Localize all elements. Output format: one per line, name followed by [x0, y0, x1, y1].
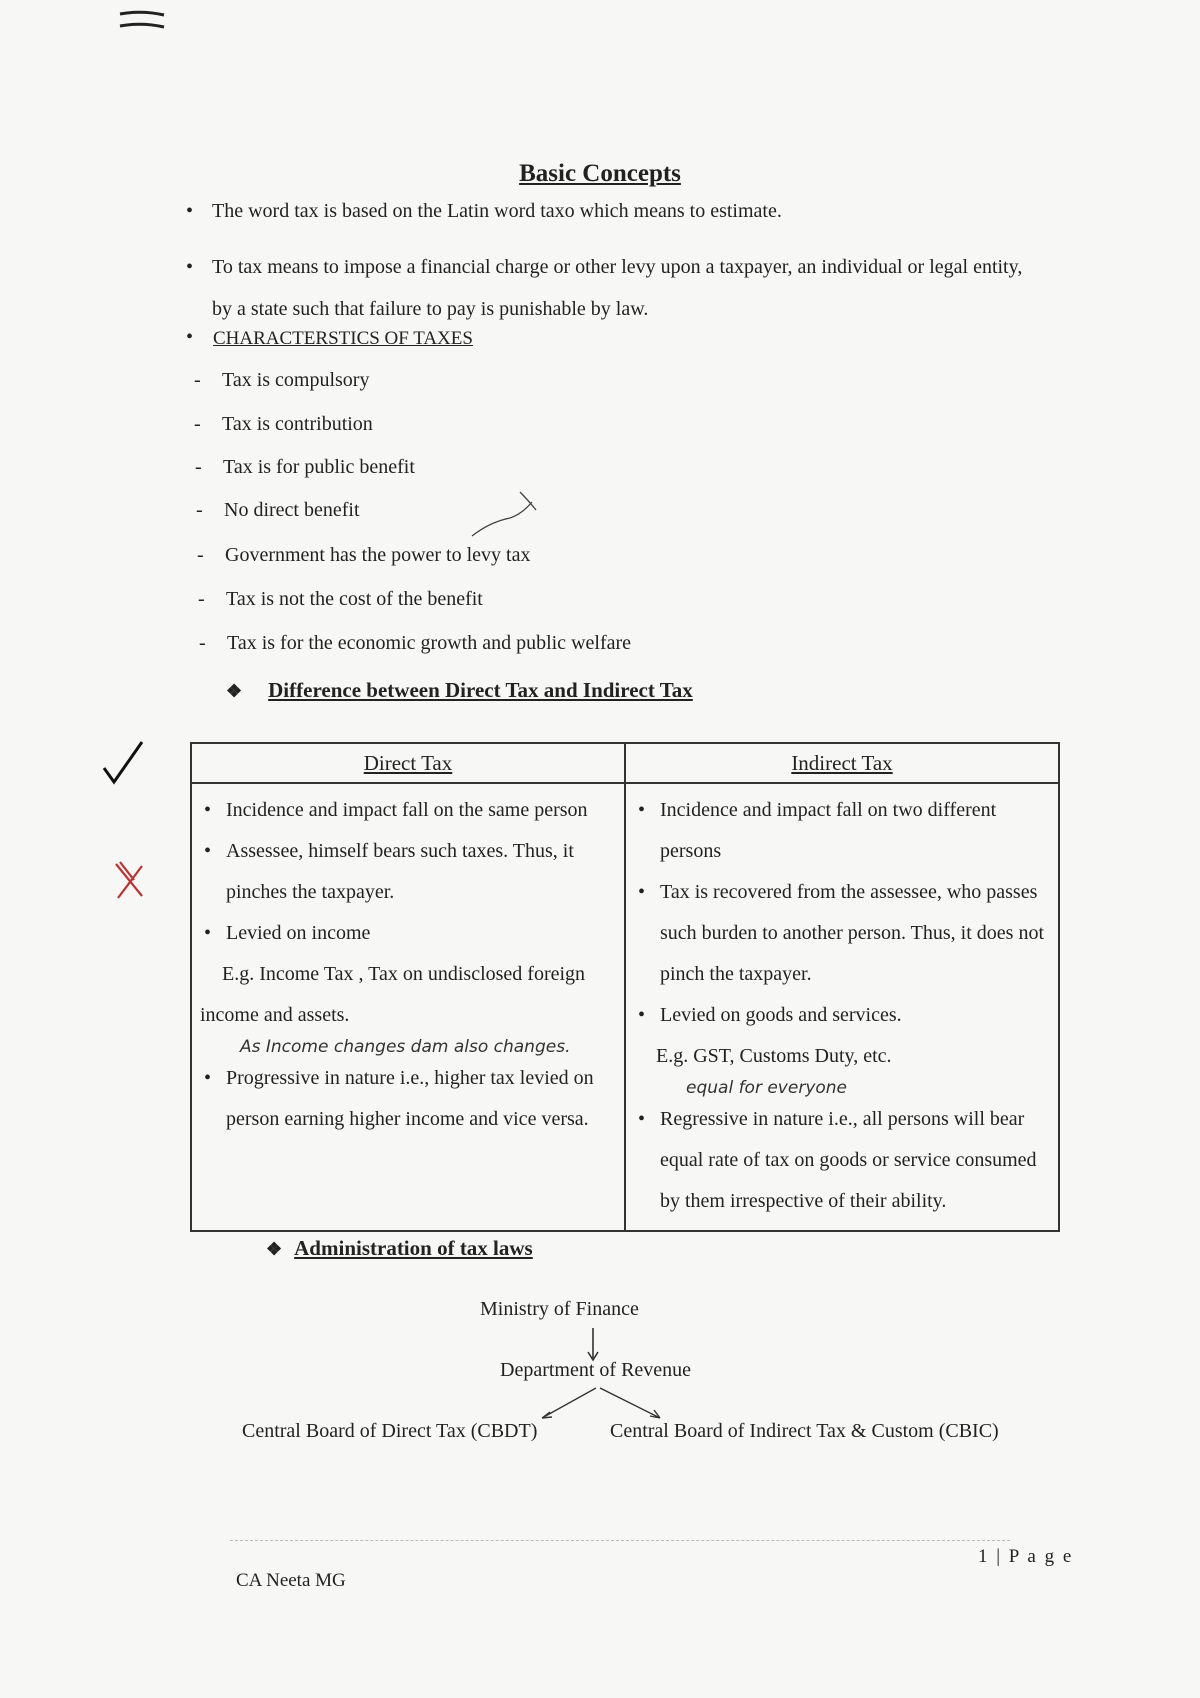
- indirect-point: • Levied on goods and services.: [638, 1004, 902, 1026]
- footer-author: CA Neeta MG: [236, 1570, 346, 1591]
- header-direct-tax: Direct Tax: [191, 743, 625, 783]
- diamond-bullet-icon: ❖: [226, 681, 243, 701]
- direct-point: • Levied on income: [204, 922, 371, 944]
- direct-point: • Progressive in nature i.e., higher tax levied on person earning higher income and vice versa.: [204, 1067, 594, 1130]
- administration-heading: ❖ Administration of tax laws: [266, 1236, 533, 1260]
- branch-arrows-icon: [530, 1386, 670, 1422]
- difference-heading: ❖ Difference between Direct Tax and Indirect Tax: [226, 678, 693, 702]
- arrow-down-icon: [586, 1328, 600, 1362]
- indirect-example: E.g. GST, Customs Duty, etc.: [656, 1045, 892, 1067]
- header-indirect-tax: Indirect Tax: [625, 743, 1059, 783]
- indirect-point: • Incidence and impact fall on two different persons: [638, 799, 997, 862]
- characteristics-heading: CHARACTERSTICS OF TAXES: [213, 328, 473, 349]
- table-row: [191, 783, 1059, 1231]
- handwritten-note: As Income changes dam also changes.: [240, 1037, 571, 1057]
- indirect-tax-cell: [625, 783, 1059, 1231]
- page-title: Basic Concepts: [519, 160, 681, 187]
- org-cbdt: Central Board of Direct Tax (CBDT): [242, 1420, 538, 1442]
- document-page: Basic Concepts • The word tax is based on the Latin word taxo which means to estimate. • To tax means to impose a financial charge or other levy upon a taxpayer, an individual or legal entity, by a state such that failure to pay is punishable by law. • CHARACTERSTICS OF TAXES - Tax is compulsory - Tax is contribution - Tax is for public benefit - No direct benefit - Government has the power to levy tax - Tax is not the cost of the benefit - Tax is for the economic growth and public welfare ❖ Difference between Direct Tax and Indirect Tax Direct Tax Indirect Tax • Incidence and impact fall on the same person • Assessee, himself bears such taxes. Thus, it pinches the taxpayer. • Levied on income E.g. Income Tax , Tax on undisclosed foreign income and assets. As Income changes dam also changes. • Progressive in nature i.e., higher tax levied on person earning higher income and vice versa. • Incidence and impact fall on two different persons • Tax is recovered from the assessee, who passes such burden to another person. Thus, it does not pinch the taxpayer. • Levied on goods and services. E.g. GST, Customs Duty, etc. equal for everyone • Regressive in nature i.e., all persons will bear equal rate of tax on goods or service consumed by them irrespective of their ability. ❖ Administration of tax laws Ministry of Finance Department of Revenue Central Board of Direct Tax (CBDT) Central Board of Indirect Tax & Custom (CBIC) 1 | P a g e CA Neeta MG: [0, 0, 1200, 1698]
- direct-point: • Incidence and impact fall on the same person: [204, 799, 588, 821]
- indirect-point: • Regressive in nature i.e., all persons will bear equal rate of tax on goods or service consumed by them irrespective of their ability.: [638, 1108, 1037, 1212]
- direct-point: • Assessee, himself bears such taxes. Thus, it pinches the taxpayer.: [204, 840, 574, 903]
- table-header-row: [191, 743, 1059, 783]
- indirect-point: • Tax is recovered from the assessee, who passes such burden to another person. Thus, it does not pinch the taxpayer.: [638, 881, 1045, 985]
- comparison-table: [190, 742, 1060, 1232]
- diamond-bullet-icon: ❖: [266, 1239, 283, 1259]
- red-cross-mark-icon: [112, 860, 148, 900]
- direct-example: E.g. Income Tax , Tax on undisclosed foreign income and assets.: [200, 963, 586, 1026]
- direct-tax-cell: [191, 783, 625, 1231]
- handwritten-note: equal for everyone: [686, 1078, 848, 1098]
- org-cbic: Central Board of Indirect Tax & Custom (CBIC): [610, 1420, 999, 1442]
- org-ministry-of-finance: Ministry of Finance: [480, 1298, 639, 1320]
- checkmark-icon: [100, 738, 146, 786]
- org-department-of-revenue: Department of Revenue: [500, 1359, 692, 1381]
- page-number: 1 | P a g e: [978, 1546, 1074, 1567]
- footer-divider: [230, 1540, 1010, 1541]
- pen-scribble-icon: [470, 488, 540, 540]
- margin-mark-icon: [118, 6, 166, 32]
